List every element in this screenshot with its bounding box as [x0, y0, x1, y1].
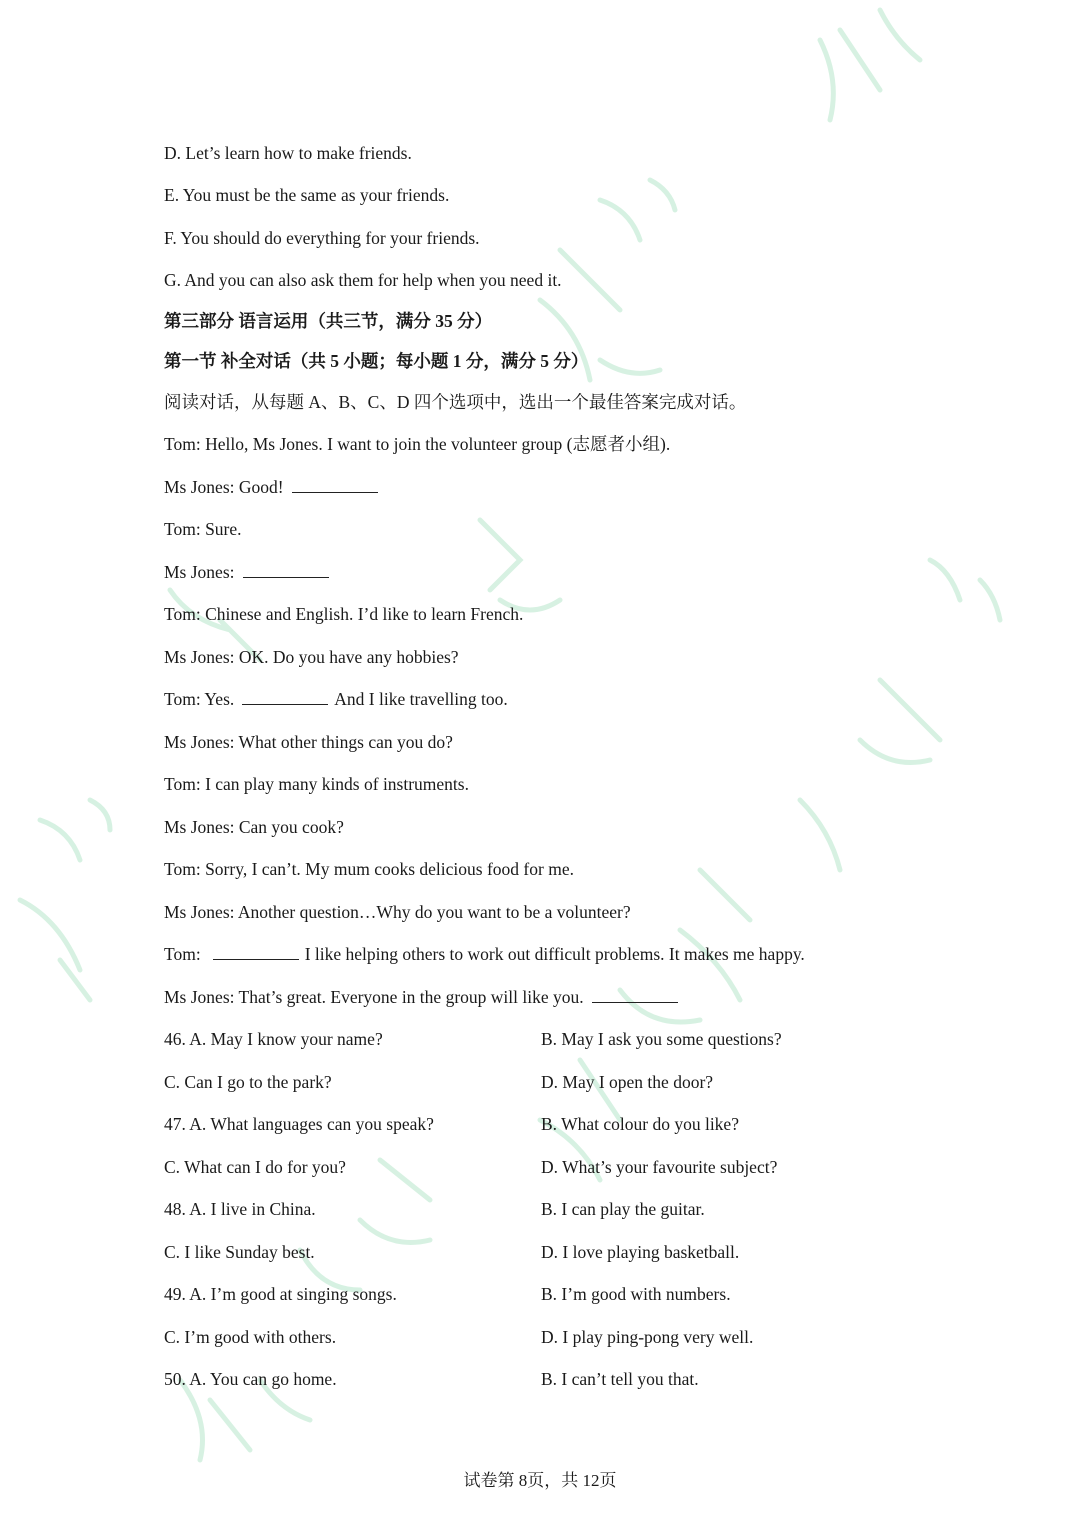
question-48-option-a[interactable]: 48. A. I live in China.	[164, 1199, 316, 1219]
question-50-option-b[interactable]: B. I can’t tell you that.	[541, 1369, 699, 1389]
dialogue-text: And I like travelling too.	[334, 689, 508, 709]
dialogue-line-9: Tom: I can play many kinds of instruments.	[164, 774, 469, 794]
answer-blank-47[interactable]	[243, 563, 329, 578]
answer-blank-46[interactable]	[292, 478, 378, 493]
dialogue-line-11: Tom: Sorry, I can’t. My mum cooks delicious food for me.	[164, 859, 574, 879]
dialogue-line-1: Tom: Hello, Ms Jones. I want to join the volunteer group (志愿者小组).	[164, 434, 671, 454]
dialogue-text: Tom: Yes.	[164, 689, 235, 709]
question-48-option-d[interactable]: D. I love playing basketball.	[541, 1242, 740, 1262]
dialogue-line-5: Tom: Chinese and English. I’d like to learn French.	[164, 604, 524, 624]
question-46-option-d[interactable]: D. May I open the door?	[541, 1072, 714, 1092]
dialogue-line-13	[164, 943, 805, 965]
option-d: D. Let’s learn how to make friends.	[164, 143, 412, 163]
question-47-option-b[interactable]: B. What colour do you like?	[541, 1114, 739, 1134]
answer-blank-50[interactable]	[592, 988, 678, 1003]
question-46-option-b[interactable]: B. May I ask you some questions?	[541, 1029, 782, 1049]
question-50-option-a[interactable]: 50. A. You can go home.	[164, 1369, 337, 1389]
dialogue-line-4	[164, 561, 335, 583]
answer-blank-48[interactable]	[242, 690, 328, 705]
dialogue-line-2	[164, 476, 384, 498]
dialogue-line-10: Ms Jones: Can you cook?	[164, 817, 344, 837]
dialogue-line-7	[164, 688, 508, 710]
dialogue-line-3: Tom: Sure.	[164, 519, 242, 539]
part3-heading: 第三部分 语言运用（共三节，满分 35 分）	[164, 311, 493, 331]
dialogue-text: Ms Jones: Good!	[164, 477, 284, 497]
answer-blank-49[interactable]	[213, 945, 299, 960]
question-49-option-d[interactable]: D. I play ping-pong very well.	[541, 1327, 754, 1347]
question-49-option-a[interactable]: 49. A. I’m good at singing songs.	[164, 1284, 397, 1304]
dialogue-text: Ms Jones: That’s great. Everyone in the group will like you.	[164, 987, 584, 1007]
dialogue-line-8: Ms Jones: What other things can you do?	[164, 732, 453, 752]
question-47-option-d[interactable]: D. What’s your favourite subject?	[541, 1157, 778, 1177]
dialogue-line-6: Ms Jones: OK. Do you have any hobbies?	[164, 647, 459, 667]
dialogue-text: Ms Jones:	[164, 562, 235, 582]
option-f: F. You should do everything for your friends.	[164, 228, 480, 248]
option-g: G. And you can also ask them for help when you need it.	[164, 270, 562, 290]
question-46-option-a[interactable]: 46. A. May I know your name?	[164, 1029, 383, 1049]
instruction: 阅读对话，从每题 A、B、C、D 四个选项中，选出一个最佳答案完成对话。	[164, 392, 747, 412]
dialogue-text: Tom:	[164, 944, 201, 964]
dialogue-line-14	[164, 986, 684, 1008]
question-48-option-c[interactable]: C. I like Sunday best.	[164, 1242, 315, 1262]
question-47-option-c[interactable]: C. What can I do for you?	[164, 1157, 346, 1177]
page-footer: 试卷第 8页，共 12页	[463, 1471, 617, 1490]
section1-heading: 第一节 补全对话（共 5 小题；每小题 1 分，满分 5 分）	[164, 351, 589, 371]
question-49-option-b[interactable]: B. I’m good with numbers.	[541, 1284, 731, 1304]
dialogue-line-12: Ms Jones: Another question…Why do you want to be a volunteer?	[164, 902, 631, 922]
question-49-option-c[interactable]: C. I’m good with others.	[164, 1327, 337, 1347]
question-47-option-a[interactable]: 47. A. What languages can you speak?	[164, 1114, 434, 1134]
question-46-option-c[interactable]: C. Can I go to the park?	[164, 1072, 332, 1092]
option-e: E. You must be the same as your friends.	[164, 185, 450, 205]
question-48-option-b[interactable]: B. I can play the guitar.	[541, 1199, 705, 1219]
dialogue-text: I like helping others to work out difficult problems. It makes me happy.	[304, 944, 805, 964]
